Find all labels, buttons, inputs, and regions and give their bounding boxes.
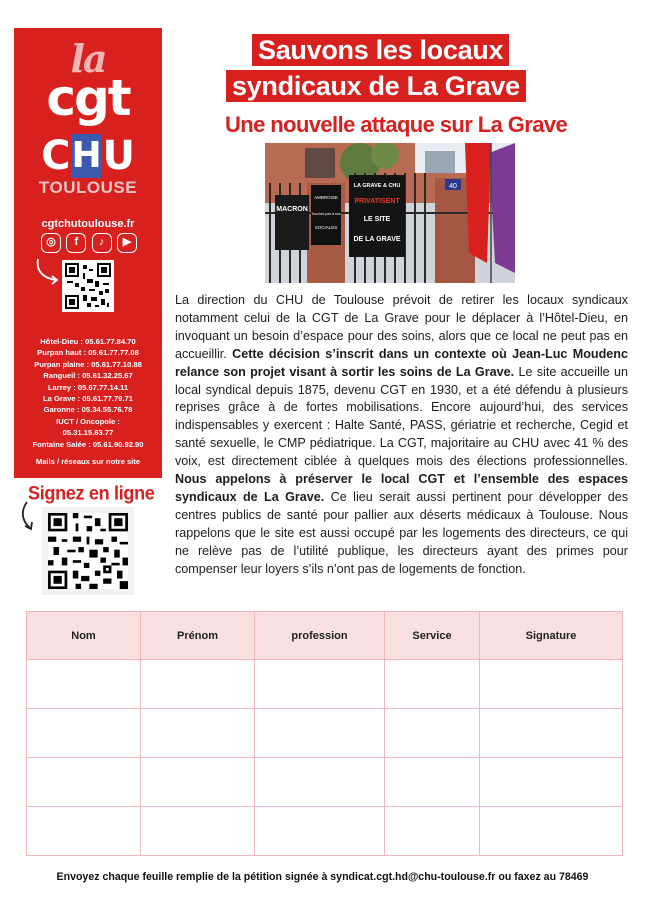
table-cell[interactable] [480,660,623,709]
table-cell[interactable] [480,709,623,758]
table-row [27,709,623,758]
social-links [41,233,137,253]
logo-la: la [70,36,106,81]
photo-sign-middle-2: Touchez pas à nos [311,212,341,216]
column-header-profession: profession [255,612,385,660]
table-cell[interactable] [27,758,141,807]
qr-pattern-icon [65,263,111,309]
logo-chu-h-letter: H [71,135,102,176]
photo-sign-number: 40 [449,183,457,190]
qr-pattern-icon [48,513,128,589]
mails-note: Mails / réseaux sur notre site [35,457,141,467]
column-header-nom: Nom [27,612,141,660]
table-cell[interactable] [141,807,255,856]
body-text-part: Ce lieu serait aussi pertinent pour développer des centres publics de santé pour pallier aux déserts médicaux à Toulouse. Nous rappelons que le site est aussi occupé par les logements des directeurs, ce qui ne relève pas de l’utilité publique, les directeurs ayant des primes pour compenser leur loyers s’ils n’ont pas de logements de fonction. [175,489,628,576]
table-cell[interactable] [255,660,385,709]
column-header-prenom: Prénom [141,612,255,660]
phone-item: Hôtel-Dieu : 05.61.77.84.70 [40,337,136,346]
table-cell[interactable] [27,660,141,709]
phone-item: Larrey : 05.67.77.14.11 [47,382,129,392]
body-text-part: La direction du CHU de Toulouse prévoit de retirer les locaux syndicaux notamment celui de la CGT de La Grave pour le déplacer à l’Hôtel-Dieu, en invoquant un besoin d’espace pour des soins, alors que ce local ne peut pas en accueillir. [175,293,628,361]
qr-code-website[interactable] [62,260,114,312]
phone-list [14,336,162,467]
body-bold-part: Nous appelons à préserver le local CGT et l’ensemble des espaces syndicaux de La Grave. [175,472,628,504]
table-cell[interactable] [27,807,141,856]
photo-sign-right-1: LA GRAVE & CHU [353,183,401,189]
table-cell[interactable] [141,709,255,758]
signature-table [26,611,623,856]
tiktok-icon[interactable]: ♪ [92,233,112,253]
instagram-icon[interactable]: ◎ [41,233,61,253]
protest-photo-illustration [265,143,515,283]
column-header-signature: Signature [480,612,623,660]
page-subtitle: Une nouvelle attaque sur La Grave [225,112,568,137]
logo-chu [14,132,162,180]
phone-item: Fontaine Salée : 05.61.90.92.90 [32,439,144,449]
table-row [27,660,623,709]
body-text-part: Le site accueille un local syndical depuis 1875, devenu CGT en 1930, et a été défendu à plusieurs reprises grâce à de fortes mobilisations. Encore aujourd’hui, des services indispensables y exercent : Halte Santé, PASS, gériatrie et recherche, Cegid et santé sexuelle, le CMP pédiatrique. La CGT, majoritaire au CHU avec 41 % des voix, est directement ciblée à quelques mois des élections professionnelles. [175,364,628,469]
logo-cgt: cgt [46,69,130,127]
curved-arrow-icon [34,256,64,286]
phone-item: Purpan plaine : 05.61.77.10.88 [34,359,142,369]
photo-sign-middle-3: SOCIALES [314,225,338,230]
photo-sign-right-3: LE SITE [363,216,391,223]
photo-sign-left: MACRON [276,206,308,213]
phone-item: Purpan haut : 05.61.77.77.08 [37,348,139,358]
table-cell[interactable] [480,758,623,807]
photo-sign-right-2: PRIVATISENT [354,198,400,205]
phone-item: Garonne : 05.34.55.76.78 [43,405,133,415]
logo-chu-u: U [102,133,135,179]
logo-city: TOULOUSE [38,178,138,197]
youtube-icon[interactable]: ▶ [117,233,137,253]
photo-sign-middle-1: AMBROISE [314,195,338,200]
logo-chu-h [71,134,101,178]
protest-photo [265,143,515,283]
table-cell[interactable] [255,807,385,856]
body-bold-part: Cette décision s’inscrit dans un contexte où Jean-Luc Moudenc relance son projet visant à sortir les soins de La Grave. [175,346,628,379]
column-header-service: Service [385,612,480,660]
table-cell[interactable] [385,709,480,758]
logo-chu-c: C [41,133,71,179]
table-cell[interactable] [255,758,385,807]
article-body [175,292,628,579]
table-cell[interactable] [385,758,480,807]
facebook-icon[interactable]: f [66,233,86,253]
page-title-line-1: Sauvons les locaux [252,34,509,66]
table-cell[interactable] [141,660,255,709]
table-row [27,758,623,807]
table-header-row [27,612,623,660]
table-cell[interactable] [385,660,480,709]
table-cell[interactable] [255,709,385,758]
page-title-line-2: syndicaux de La Grave [226,70,526,102]
table-cell[interactable] [141,758,255,807]
table-cell[interactable] [480,807,623,856]
phone-item: IUCT / Oncopole : [56,416,120,426]
phone-item: La Grave : 05.61.77.79.71 [43,394,133,404]
qr-code-petition[interactable] [42,507,134,595]
website-link[interactable]: cgtchutoulouse.fr [41,218,135,230]
phone-item: Rangueil : 05.61.32.25.67 [43,371,133,381]
table-cell[interactable] [385,807,480,856]
photo-sign-right-4: DE LA GRAVE [353,236,401,243]
phone-item: 05.31.15.63.77 [62,428,114,438]
footer-instructions: Envoyez chaque feuille remplie de la pétition signée à syndicat.cgt.hd@chu-toulouse.fr ou faxez au 78469 [56,871,589,883]
sign-online-heading: Signez en ligne [28,481,155,504]
table-row [27,807,623,856]
table-cell[interactable] [27,709,141,758]
sidebar [14,28,162,478]
